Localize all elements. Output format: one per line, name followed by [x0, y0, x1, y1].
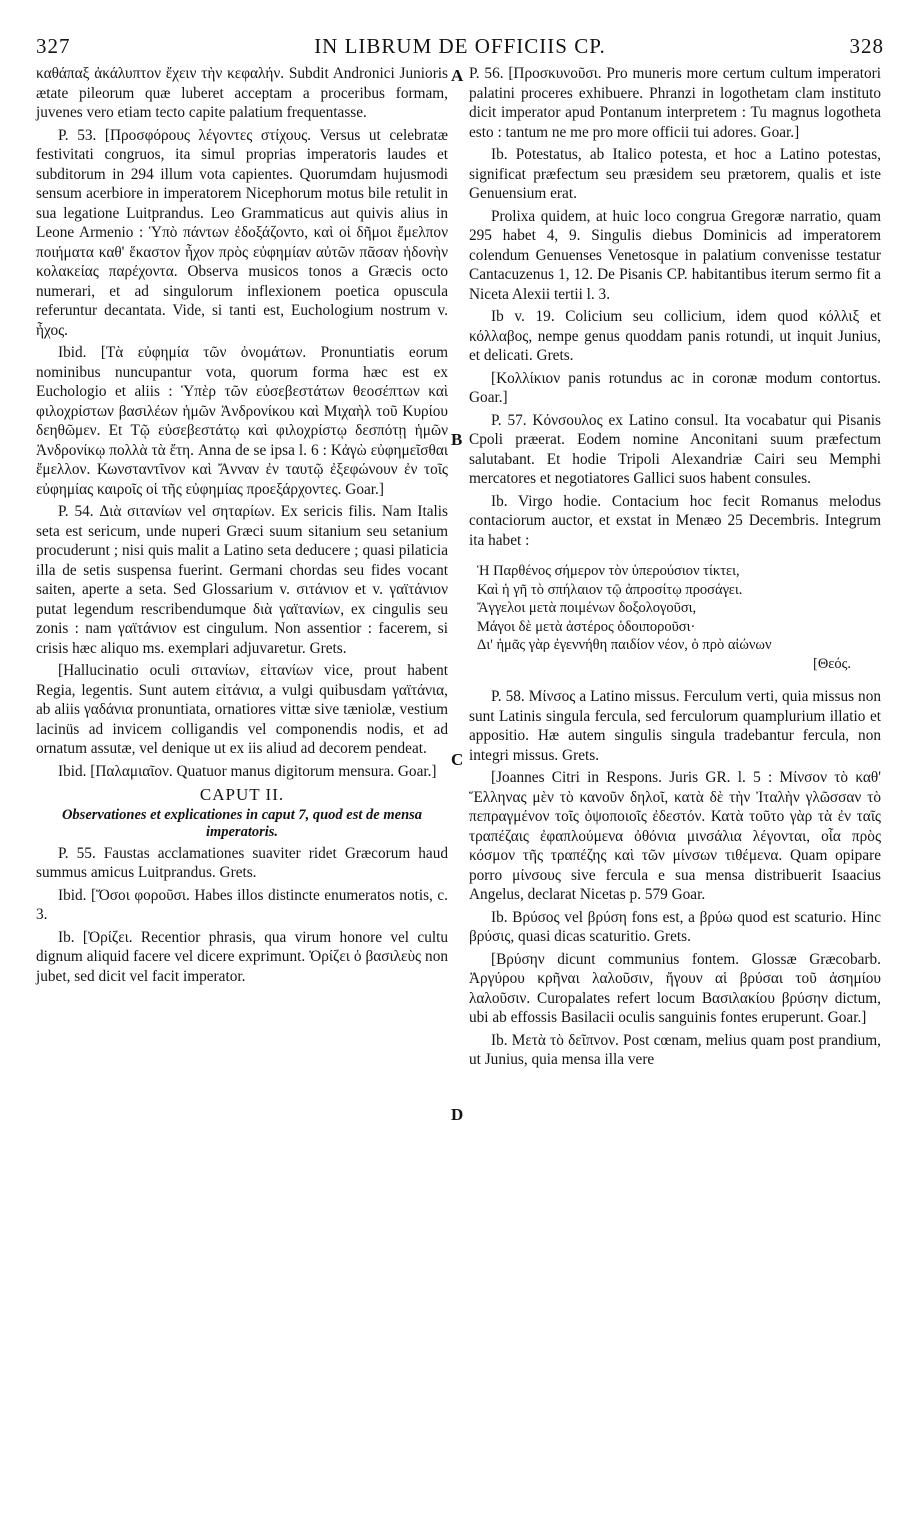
running-title: IN LIBRUM DE OFFICIIS CP.	[314, 34, 606, 58]
paragraph: Ibid. [Παλαμιαῖον. Quatuor manus digitorum mensura. Goar.]	[58, 762, 437, 780]
page-number-left: 327	[36, 34, 71, 58]
paragraph: [Joannes Citri in Respons. Juris GR. l. 5 : Μίνσον τὸ καθ' Ἕλληνας μὲν τὸ κανοῦν δηλοῖ, κατὰ δὲ τὴν Ἰταλὴν γλῶσσαν τὸ πεπραγμένον τοῖς ὀψοποιοῖς ἐδεστόν. Κατὰ τοῦτο γὰρ τὰ ἐν ταῖς τραπέζαις ἐφαπλούμενα ὀθόνια μινσάλια λέγονται, οἷα πρὸς κόσμον τῆς τραπέζης καὶ τῶν μίνσων τιθέμενα. Quam opipare porro μίνσους sive fercula e sua mensa distribuerit Isaacius Angelus, declarat Nicetas p. 579 Goar.	[469, 769, 881, 903]
right-column	[469, 64, 881, 1070]
paragraph: P. 57. Κόνσουλος ex Latino consul. Ita vocabatur qui Pisanis Cpoli præerat. Eodem nomine Anconitani suum præfectum salutabant. Et hodie Tripoli Alexandriæ Cairi seu Memphi mercatores et negotiatores Gallici suos habent consules.	[469, 411, 881, 487]
verse-line: [Θεός.	[812, 655, 851, 672]
margin-letter-b: B	[451, 430, 463, 449]
paragraph: Ibid. [Τὰ εὐφημία τῶν ὀνομάτων. Pronuntiatis eorum nominibus nuncupantur vota, quorum forma hæc est ex Euchologio et aliis : Ὑπὲρ τῶν εὐσεβεστάτων θεοσέπτων καὶ φιλοχρίστων βασιλέων ἡμῶν Ἀνδρονίκου καὶ Μιχαὴλ τοῦ Κυρίου δεηθῶμεν. Et Τῷ εὐσεβεστάτῳ καὶ φιλοχρίστῳ δεσπότῃ ἡμῶν Ἀνδρονίκῳ πολλὰ τὰ ἔτη. Anna de se ipsa l. 6 : Κἀγὼ εὐφημεῖσθαι ἔμελλον. Κωνσταντῖνον καὶ Ἄνναν ἐν ταυτῷ ἐξεφώνουν ἐν τοῖς εὐφημίας καιροῖς οἱ τῆς εὐφημίας προεξάρχοντες. Goar.]	[36, 344, 448, 498]
paragraph: Ib. Virgo hodie. Contacium hoc fecit Romanus melodus contaciorum auctor, et exstat in Menæo 25 Decembris. Integrum ita habet :	[469, 492, 881, 549]
verse-line: Μάγοι δὲ μετὰ ἀστέρος ὁδοιποροῦσι·	[477, 618, 696, 635]
paragraph: [Βρύσην dicunt communius fontem. Glossæ Græcobarb. Ἀργύρου κρῆναι λαλοῦσιν, ἤγουν αἱ βρύσαι τοῦ ἀσημίου λαλοῦσιν. Curopalates refert locum Βασιλακίου βρύσην dictum, ubi ab effossis Basilacii oculis sanguinis fontes eruperunt. Goar.]	[469, 950, 881, 1026]
margin-letter-d: D	[451, 1105, 464, 1124]
running-header	[36, 34, 884, 64]
page-number-right: 328	[849, 34, 884, 58]
margin-letter-a: A	[451, 66, 464, 85]
paragraph: P. 53. [Προσφόρους λέγοντες στίχους. Versus ut celebratæ festivitati congruos, ita simul proprias imperatoris laudes et subditorum in 294 illum vota capientes. Quorumdam hujusmodi sensum acerbiore in imperatorem Nicephorum motus bile retulit in sua legatione Luitprandus. Leo Grammaticus aut quivis alius in Leone Armenio : Ὑπὸ πάντων ἐδοξάζοντο, καὶ οἱ δῆμοι ἔμελπον ποιήματα καθ' ἕκαστον ἦχον πρὸς εὐφημίαν αὐτῶν πᾶσαν ἡδονὴν κολακείας παρέχοντα. Observa musicos tonos a Græcis octo numerari, et ad singulorum inflexionem poetica opuscula referuntur decantata. Vide, si tanti est, Euchologium nostrum v. ἦχος.	[36, 126, 448, 339]
paragraph: P. 58. Μίνσος a Latino missus. Ferculum verti, quia missus non sunt Latinis singula fercula, sed ferculorum quamplurium illatio et appositio. Hæ autem singulis singula tradebantur fercula, non integri missus. Grets.	[469, 688, 881, 764]
paragraph: P. 55. Faustas acclamationes suaviter ridet Græcorum haud summus amicus Luitprandus. Grets.	[36, 844, 448, 881]
paragraph: Ibid. [Ὅσοι φοροῦσι. Habes illos distincte enumeratos notis, c. 3.	[36, 886, 448, 923]
paragraph: [Κολλίκιον panis rotundus ac in coronæ modum contortus. Goar.]	[469, 369, 881, 406]
verse-line: Ἡ Παρθένος σήμερον τὸν ὑπερούσιον τίκτει,	[477, 563, 740, 579]
paragraph: Prolixa quidem, at huic loco congrua Gregoræ narratio, quam 295 habet 4, 9. Singulis diebus Dominicis ad imperatorem colendum Genuenses Venetosque in palatium convenisse testatur Cantacuzenus 1, 12. De Pisanis CP. habitantibus iterum sermo fit a Niceta Alexii tertii l. 3.	[469, 207, 881, 303]
left-column	[36, 64, 448, 986]
greek-verse	[477, 562, 881, 673]
paragraph: Ib v. 19. Colicium seu collicium, idem quod κόλλιξ et κόλλαβος, nempe genus quoddam panis rotundi, ut inquit Junius, et delicati. Grets.	[469, 308, 881, 364]
paragraph: καθάπαξ ἀκάλυπτον ἔχειν τὴν κεφαλήν. Subdit Andronici Junioris ætate pileorum quæ luberet acceptam a proceribus formam, juvenes vero etiam tecto capite palatium frequentasse.	[36, 65, 448, 121]
paragraph: Ib. Βρύσος vel βρύση fons est, a βρύω quod est scaturio. Hinc βρύσις, quasi dicas scaturitio. Grets.	[469, 908, 881, 945]
paragraph: Ib. Potestatus, ab Italico potesta, et hoc a Latino potestas, significat præfectum seu præsidem seu prætorem, qualis et iste Genuensium erat.	[469, 146, 881, 202]
paragraph: Ib. Μετὰ τὸ δεῖπνον. Post cœnam, melius quam post prandium, ut Junius, quia mensa illa vere	[469, 1031, 881, 1068]
margin-letter-c: C	[451, 750, 464, 769]
paragraph: P. 54. Διὰ σιτανίων vel σηταρίων. Ex sericis filis. Nam Italis seta est sericum, unde nuperi Græci suum sitanium seu setanium procuderunt ; nisi quis malit a Latino seta deducere ; quasi pilaticia illa de setis suspensa fuerint. Germani chordas seu fides vocant saiten, aperte a seta. Sed Glossarium v. σιτάνιον et v. γαϊτάνιον putat legendum rescribendumque διὰ γαϊτανίων, ex cingulis seu zonis : nam γαϊτάνιον est cingulum. Non assentior : facerem, si crisis hæc aliquo ms. exemplari adjuvaretur. Grets.	[36, 503, 448, 657]
paragraph: P. 56. [Προσκυνοῦσι. Pro muneris more certum cultum imperatori palatini proceres exhibuere. Phranzi in logothetam clam instituto dicit imperator apud Pontanum interpretem : Tu magnus logotheta esto : tantum ne me pro more officii tui adores. Goar.]	[469, 65, 881, 141]
verse-line: Δι' ἡμᾶς γὰρ ἐγεννήθη παιδίον νέον, ὁ πρὸ αἰώνων	[477, 637, 772, 653]
verse-line: Ἄγγελοι μετὰ ποιμένων δοξολογοῦσι,	[477, 600, 697, 616]
chapter-heading: CAPUT II.	[199, 785, 285, 804]
verse-line: Καὶ ἡ γῆ τὸ σπήλαιον τῷ ἀπροσίτῳ προσάγει.	[477, 581, 743, 598]
paragraph: Ib. [Ὀρίζει. Recentior phrasis, qua virum honore vel cultu dignum aliquid facere vel dicere exprimunt. Ὀρίζει ὁ βασιλεὺς non jubet, sed dicit vel facit imperator.	[36, 928, 448, 985]
chapter-subtitle: Observationes et explicationes in caput 7, quod est de mensa imperatoris.	[61, 806, 423, 840]
paragraph: [Hallucinatio oculi σιτανίων, εἰτανίων vice, prout habent Regia, legentis. Sunt autem εἰτάνια, a vulgi quibusdam γαϊτάνια, ab aliis γαδάνια pronuntiata, ornatiores vittæ sive tæniolæ, vestium lacinüs ad invicem colligandis vel componendis nodis, et ad ornatum assutæ, vel denique ut ex iis aliud ad decorem pendeat.	[36, 662, 448, 757]
